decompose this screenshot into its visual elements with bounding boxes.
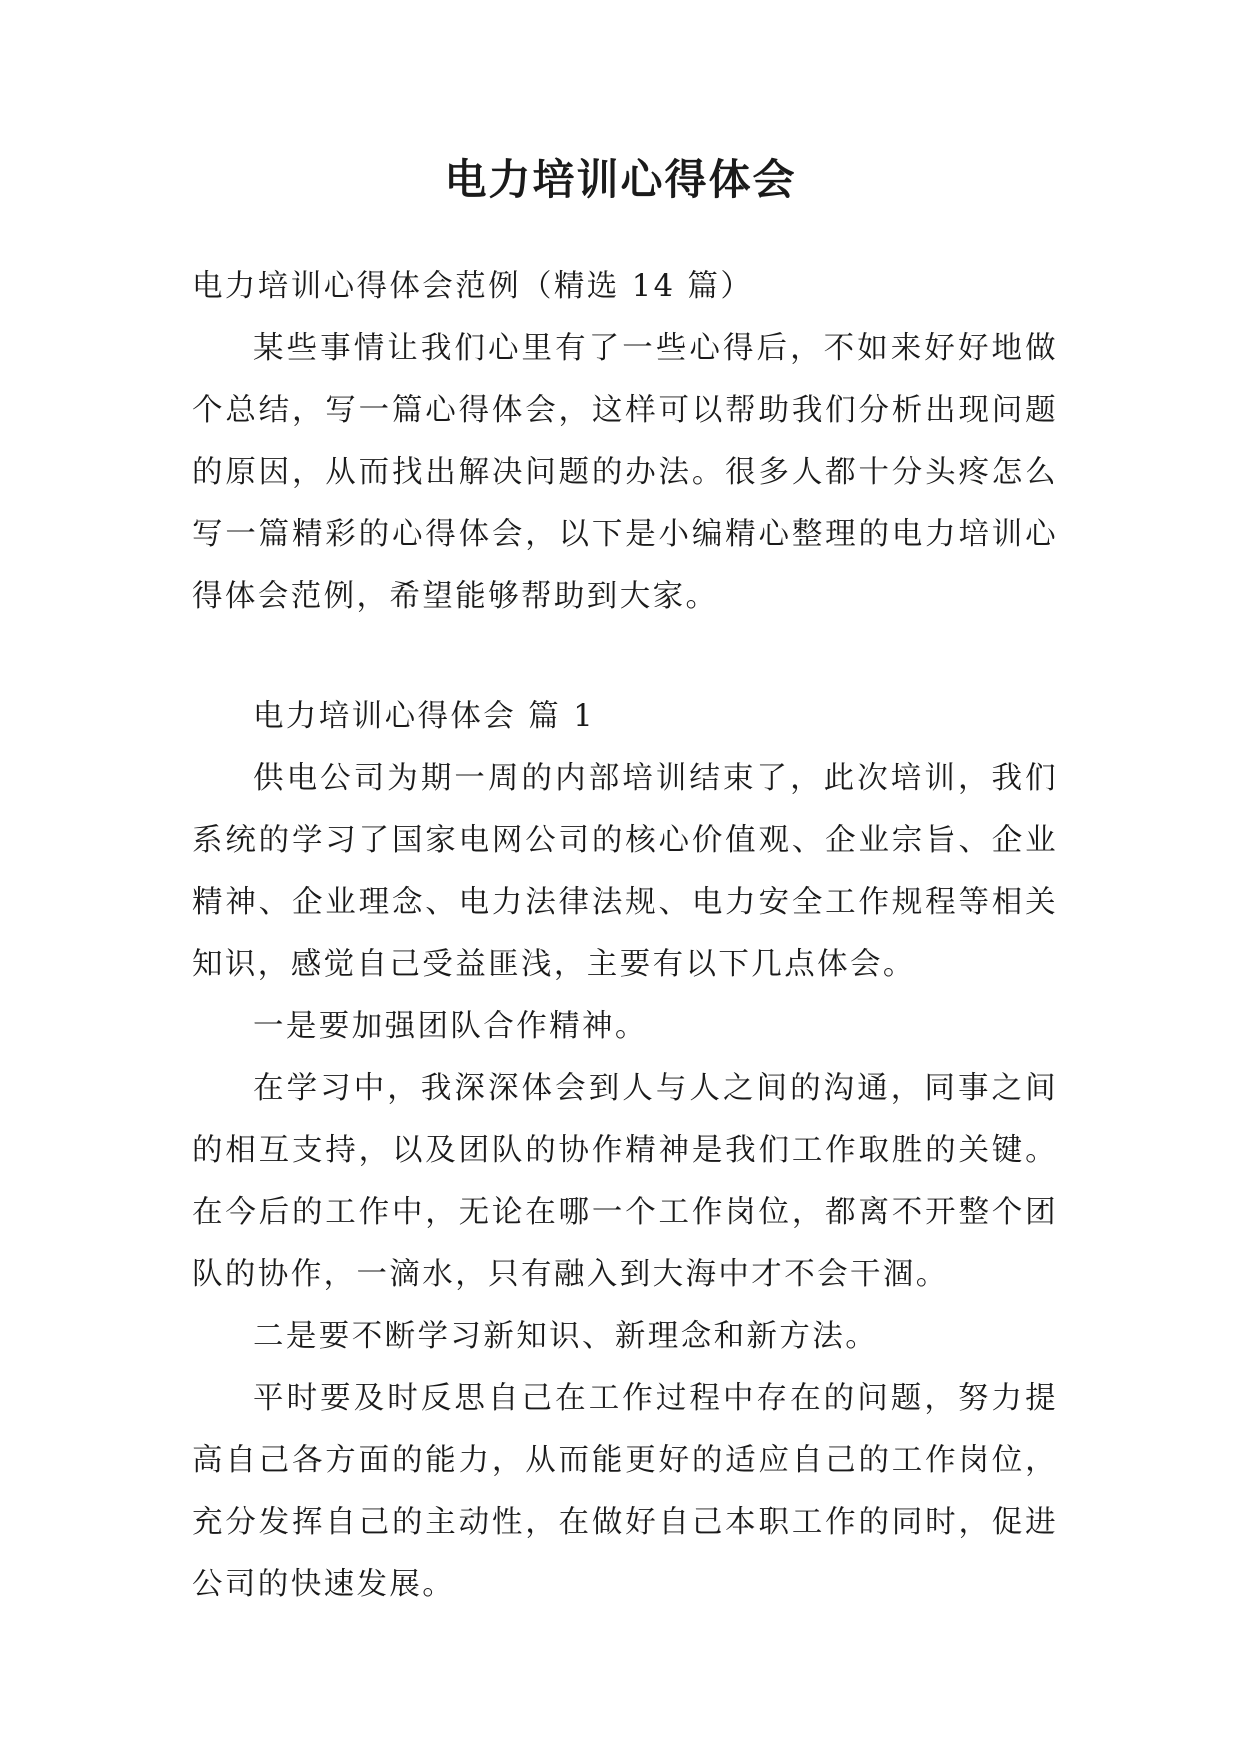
- body-paragraph: 在学习中，我深深体会到人与人之间的沟通，同事之间的相互支持，以及团队的协作精神是我们工作取胜的关键。在今后的工作中，无论在哪一个工作岗位，都离不开整个团队的协作，一滴水，只有融入到大海中才不会干涸。: [192, 1071, 1058, 1292]
- body-paragraph: 平时要及时反思自己在工作过程中存在的问题，努力提高自己各方面的能力，从而能更好的适应自己的工作岗位，充分发挥自己的主动性，在做好自己本职工作的同时，促进公司的快速发展。: [192, 1381, 1058, 1602]
- body-paragraph: 一是要加强团队合作精神。: [253, 1009, 648, 1044]
- document-body: [192, 256, 1058, 1616]
- document-subtitle: 电力培训心得体会范例（精选 14 篇）: [192, 269, 754, 304]
- document-title: 电力培训心得体会: [444, 155, 797, 204]
- intro-paragraph: 某些事情让我们心里有了一些心得后，不如来好好地做个总结，写一篇心得体会，这样可以帮助我们分析出现问题的原因，从而找出解决问题的办法。很多人都十分头疼怎么写一篇精彩的心得体会，以下是小编精心整理的电力培训心得体会范例，希望能够帮助到大家。: [192, 331, 1058, 614]
- section-heading: 电力培训心得体会 篇 1: [253, 699, 596, 734]
- body-paragraph: 二是要不断学习新知识、新理念和新方法。: [253, 1319, 879, 1354]
- body-paragraph: 供电公司为期一周的内部培训结束了，此次培训，我们系统的学习了国家电网公司的核心价值观、企业宗旨、企业精神、企业理念、电力法律法规、电力安全工作规程等相关知识，感觉自己受益匪浅，主要有以下几点体会。: [192, 761, 1058, 982]
